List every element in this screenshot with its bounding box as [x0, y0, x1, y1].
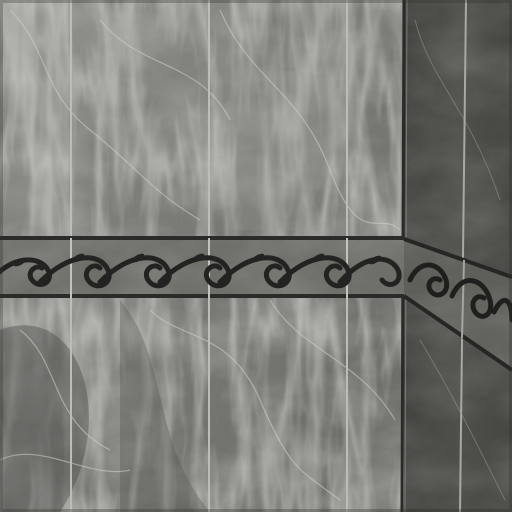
decorative-border-front — [0, 236, 404, 298]
